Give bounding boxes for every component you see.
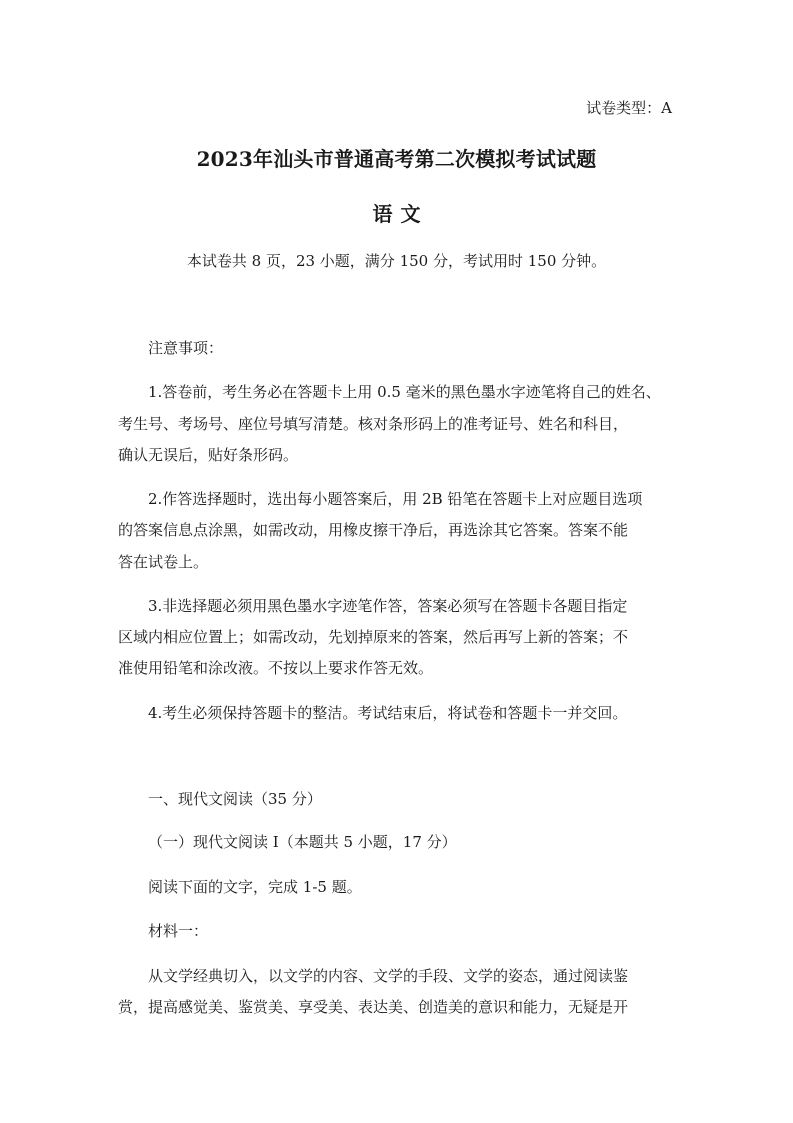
notice-item-3-line-1: 3.非选择题必须用黑色墨水字迹笔作答，答案必须写在答题卡各题目指定: [148, 597, 628, 615]
subject-title: [0, 198, 793, 227]
notice-item-4-line-1: 4.考生必须保持答题卡的整洁。考试结束后，将试卷和答题卡一并交回。: [148, 704, 628, 722]
subject-char-2: 文: [400, 202, 421, 226]
paragraph-line-1: 从文学经典切入，以文学的内容、文学的手段、文学的姿态，通过阅读鉴: [148, 967, 629, 985]
paper-type-label: 试卷类型：A: [586, 99, 672, 117]
notice-item-2-line-3: 答在试卷上。: [118, 553, 209, 571]
material-label: 材料一：: [148, 922, 209, 940]
exam-title: 2023年汕头市普通高考第二次模拟考试试题: [196, 147, 597, 171]
notice-item-2-line-1: 2.作答选择题时，选出每小题答案后，用 2B 铅笔在答题卡上对应题目选项: [148, 490, 643, 508]
notice-item-2-line-2: 的答案信息点涂黑，如需改动，用橡皮擦干净后，再选涂其它答案。答案不能: [118, 521, 629, 539]
section-heading: 一、现代文阅读（35 分）: [148, 790, 322, 808]
notice-item-3-line-3: 准使用铅笔和涂改液。不按以上要求作答无效。: [118, 659, 434, 677]
notice-item-1-line-2: 考生号、考场号、座位号填写清楚。核对条形码上的准考证号、姓名和科目，: [118, 415, 629, 433]
section-instruction: 阅读下面的文字，完成 1-5 题。: [148, 878, 362, 896]
notice-heading: 注意事项：: [148, 339, 224, 357]
exam-info: 本试卷共 8 页，23 小题，满分 150 分，考试用时 150 分钟。: [186, 252, 607, 270]
paragraph-line-2: 赏，提高感觉美、鉴赏美、享受美、表达美、创造美的意识和能力，无疑是开: [118, 998, 629, 1016]
notice-item-1-line-1: 1.答卷前，考生务必在答题卡上用 0.5 毫米的黑色墨水字迹笔将自己的姓名、: [148, 383, 661, 401]
notice-item-3-line-2: 区域内相应位置上；如需改动，先划掉原来的答案，然后再写上新的答案；不: [118, 628, 629, 646]
section-subheading: （一）现代文阅读 I（本题共 5 小题，17 分）: [148, 833, 457, 851]
subject-char-1: 语: [372, 202, 393, 226]
notice-item-1-line-3: 确认无误后，贴好条形码。: [118, 446, 299, 464]
